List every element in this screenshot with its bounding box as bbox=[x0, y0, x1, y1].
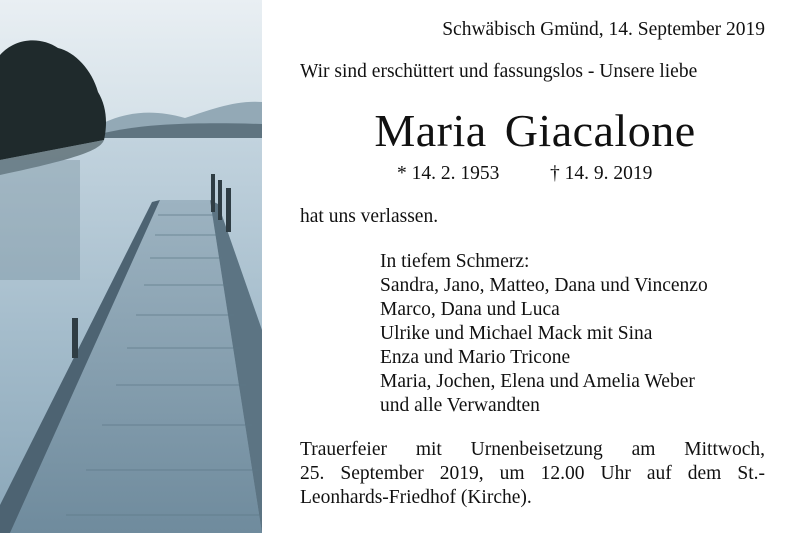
mourners-list bbox=[380, 250, 708, 418]
mourner-line: und alle Verwandten bbox=[380, 395, 540, 416]
mourner-line: Marco, Dana und Luca bbox=[380, 299, 560, 320]
funeral-line: Leonhards-Friedhof (Kirche). bbox=[300, 487, 532, 508]
notice-text bbox=[300, 0, 770, 533]
deceased-name bbox=[300, 103, 770, 159]
mourners-heading: In tiefem Schmerz: bbox=[380, 251, 530, 272]
passed-away-message: hat uns verlassen. bbox=[300, 206, 439, 227]
intro-text: Wir sind erschüttert und fassungslos - Unsere liebe bbox=[300, 61, 698, 82]
mourner-line: Sandra, Jano, Matteo, Dana und Vincenzo bbox=[380, 275, 708, 296]
mourner-line: Enza und Mario Tricone bbox=[380, 347, 571, 368]
mourner-line: Ulrike und Michael Mack mit Sina bbox=[380, 323, 653, 344]
mourner-line: Maria, Jochen, Elena und Amelia Weber bbox=[380, 371, 695, 392]
funeral-line: Trauerfeier mit Urnenbeisetzung am Mittwoch, bbox=[300, 439, 765, 460]
death-date: † 14. 9. 2019 bbox=[550, 163, 653, 184]
first-name: Maria bbox=[374, 105, 487, 156]
funeral-line: 25. September 2019, um 12.00 Uhr auf dem St.- bbox=[300, 463, 765, 484]
birth-date: * 14. 2. 1953 bbox=[397, 163, 500, 184]
place-date: Schwäbisch Gmünd, 14. September 2019 bbox=[442, 19, 765, 40]
lake-pier-illustration bbox=[0, 0, 262, 533]
last-name: Giacalone bbox=[504, 105, 696, 156]
lake-pier-photo bbox=[0, 0, 262, 533]
funeral-info bbox=[300, 438, 765, 510]
